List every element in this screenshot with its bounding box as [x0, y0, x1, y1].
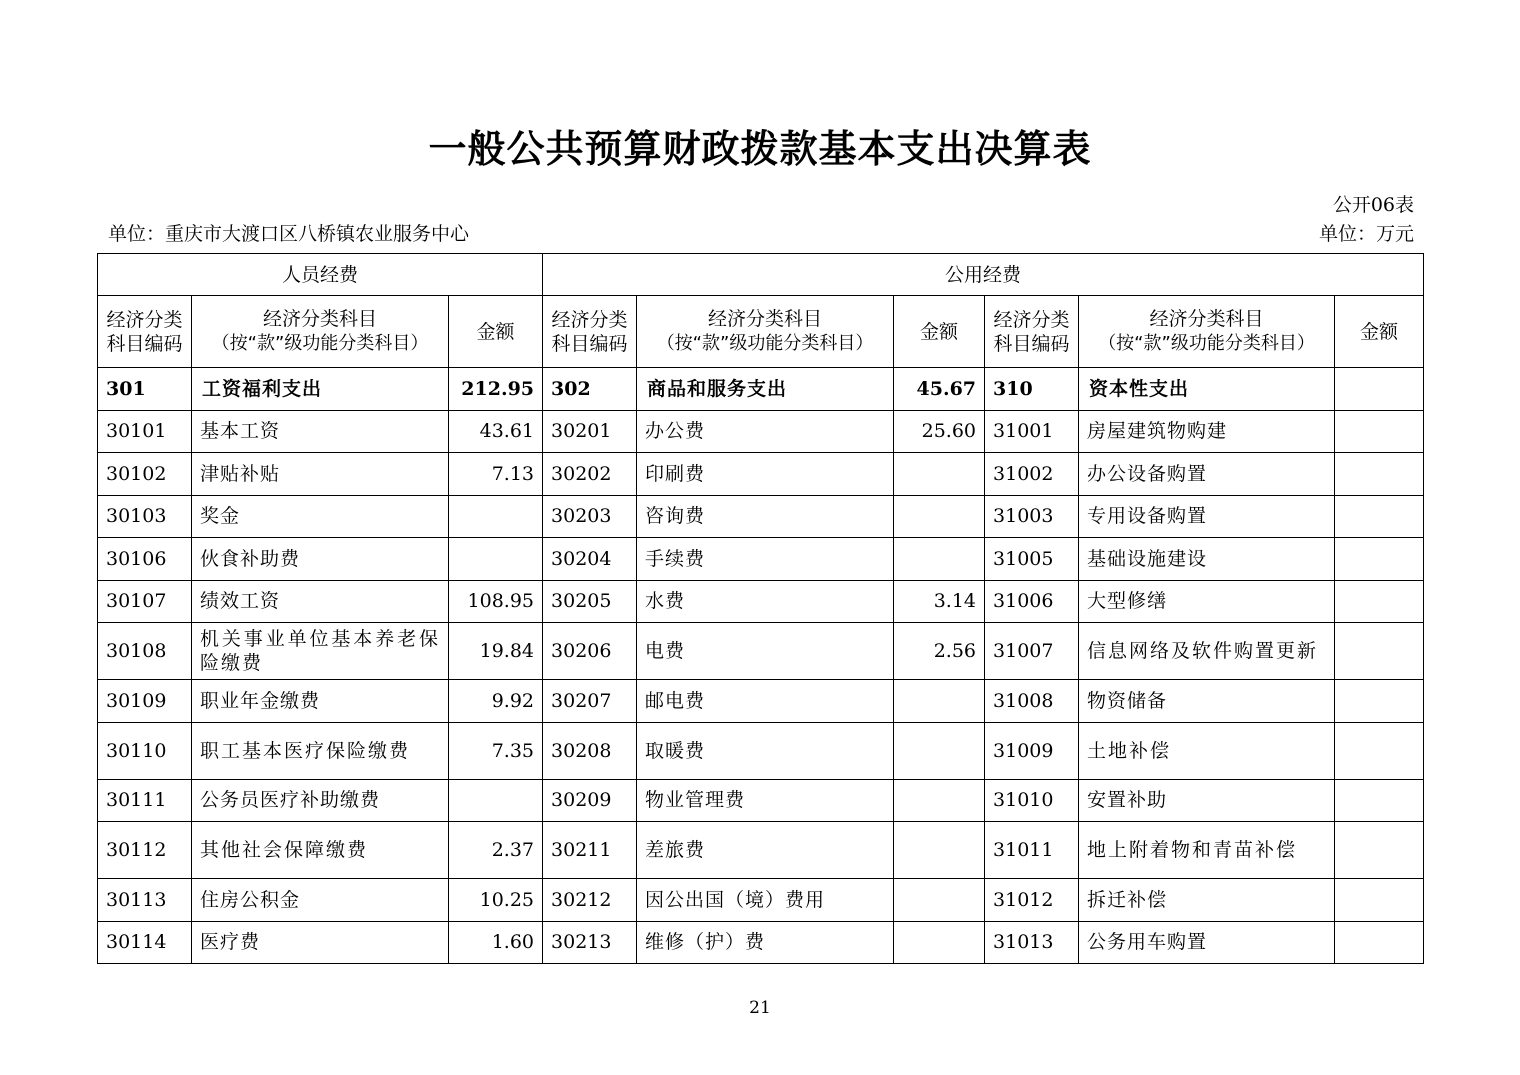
item-name: 邮电费 [637, 680, 894, 723]
code: 31010 [985, 779, 1079, 822]
code: 30112 [98, 822, 192, 879]
code: 30208 [543, 722, 637, 779]
code: 30103 [98, 495, 192, 538]
table-row [98, 410, 1424, 453]
code: 30202 [543, 453, 637, 496]
group-public: 公用经费 [543, 254, 1424, 296]
code: 31001 [985, 410, 1079, 453]
item-name: 取暖费 [637, 722, 894, 779]
item-name: 土地补偿 [1079, 722, 1335, 779]
header-code: 经济分类 科目编码 [985, 296, 1079, 368]
item-name: 办公设备购置 [1079, 453, 1335, 496]
code: 30212 [543, 879, 637, 922]
table-number: 公开06表 [1332, 194, 1414, 216]
amount [1335, 623, 1424, 680]
table-row [98, 921, 1424, 964]
code: 30209 [543, 779, 637, 822]
amount: 1.60 [449, 921, 543, 964]
amount [449, 495, 543, 538]
item-name: 水费 [637, 580, 894, 623]
code: 30203 [543, 495, 637, 538]
item-name: 地上附着物和青苗补偿 [1079, 822, 1335, 879]
header-amount: 金额 [449, 296, 543, 368]
amount: 10.25 [449, 879, 543, 922]
amount: 2.56 [894, 623, 985, 680]
column-header-row [98, 296, 1424, 368]
reporting-unit: 单位：重庆市大渡口区八桥镇农业服务中心 [108, 223, 470, 245]
amount [1335, 495, 1424, 538]
summary-name: 资本性支出 [1079, 368, 1335, 411]
summary-amount [1335, 368, 1424, 411]
item-name: 职业年金缴费 [192, 680, 449, 723]
item-name: 手续费 [637, 538, 894, 581]
table-row [98, 453, 1424, 496]
amount [1335, 538, 1424, 581]
amount [894, 495, 985, 538]
amount [894, 680, 985, 723]
amount [1335, 410, 1424, 453]
amount [1335, 779, 1424, 822]
amount [894, 453, 985, 496]
code: 31005 [985, 538, 1079, 581]
page-number: 21 [749, 998, 771, 1018]
item-name: 房屋建筑物购建 [1079, 410, 1335, 453]
amount: 9.92 [449, 680, 543, 723]
amount: 19.84 [449, 623, 543, 680]
item-name: 安置补助 [1079, 779, 1335, 822]
amount: 43.61 [449, 410, 543, 453]
code: 30109 [98, 680, 192, 723]
code: 30204 [543, 538, 637, 581]
header-name: 经济分类科目 （按“款”级功能分类科目） [1079, 296, 1335, 368]
code: 30101 [98, 410, 192, 453]
code: 30110 [98, 722, 192, 779]
code: 30107 [98, 580, 192, 623]
amount [894, 921, 985, 964]
amount [1335, 580, 1424, 623]
amount [1335, 921, 1424, 964]
amount [1335, 822, 1424, 879]
summary-code: 301 [98, 368, 192, 411]
code: 30211 [543, 822, 637, 879]
code: 30207 [543, 680, 637, 723]
amount [894, 538, 985, 581]
header-amount: 金额 [894, 296, 985, 368]
item-name: 住房公积金 [192, 879, 449, 922]
code: 30111 [98, 779, 192, 822]
code: 30213 [543, 921, 637, 964]
item-name: 专用设备购置 [1079, 495, 1335, 538]
summary-code: 302 [543, 368, 637, 411]
item-name: 大型修缮 [1079, 580, 1335, 623]
summary-amount: 212.95 [449, 368, 543, 411]
item-name: 物业管理费 [637, 779, 894, 822]
amount: 7.35 [449, 722, 543, 779]
summary-name: 商品和服务支出 [637, 368, 894, 411]
code: 30205 [543, 580, 637, 623]
item-name: 津贴补贴 [192, 453, 449, 496]
summary-name: 工资福利支出 [192, 368, 449, 411]
amount [449, 538, 543, 581]
table-row [98, 722, 1424, 779]
item-name: 因公出国（境）费用 [637, 879, 894, 922]
item-name: 维修（护）费 [637, 921, 894, 964]
table-row [98, 680, 1424, 723]
amount [894, 879, 985, 922]
table-row [98, 879, 1424, 922]
table-row [98, 580, 1424, 623]
amount [1335, 680, 1424, 723]
code: 30108 [98, 623, 192, 680]
code: 31012 [985, 879, 1079, 922]
item-name: 其他社会保障缴费 [192, 822, 449, 879]
group-personnel: 人员经费 [98, 254, 543, 296]
table-row [98, 538, 1424, 581]
code: 31011 [985, 822, 1079, 879]
amount: 108.95 [449, 580, 543, 623]
item-name: 差旅费 [637, 822, 894, 879]
item-name: 公务用车购置 [1079, 921, 1335, 964]
code: 31008 [985, 680, 1079, 723]
amount: 7.13 [449, 453, 543, 496]
item-name: 伙食补助费 [192, 538, 449, 581]
item-name: 基本工资 [192, 410, 449, 453]
header-name: 经济分类科目 （按“款”级功能分类科目） [637, 296, 894, 368]
amount [894, 779, 985, 822]
code: 31013 [985, 921, 1079, 964]
item-name: 电费 [637, 623, 894, 680]
summary-amount: 45.67 [894, 368, 985, 411]
header-code: 经济分类 科目编码 [543, 296, 637, 368]
amount: 2.37 [449, 822, 543, 879]
summary-row [98, 368, 1424, 411]
table-row [98, 779, 1424, 822]
code: 30206 [543, 623, 637, 680]
code: 30114 [98, 921, 192, 964]
code: 31009 [985, 722, 1079, 779]
code: 30113 [98, 879, 192, 922]
code: 31006 [985, 580, 1079, 623]
item-name: 印刷费 [637, 453, 894, 496]
table-row [98, 495, 1424, 538]
item-name: 职工基本医疗保险缴费 [192, 722, 449, 779]
item-name: 奖金 [192, 495, 449, 538]
table-row [98, 623, 1424, 680]
table-row [98, 822, 1424, 879]
item-name: 办公费 [637, 410, 894, 453]
header-code: 经济分类 科目编码 [98, 296, 192, 368]
amount [894, 822, 985, 879]
header-name: 经济分类科目 （按“款”级功能分类科目） [192, 296, 449, 368]
page-title: 一般公共预算财政拨款基本支出决算表 [428, 127, 1092, 171]
item-name: 机关事业单位基本养老保险缴费 [192, 623, 449, 680]
item-name: 基础设施建设 [1079, 538, 1335, 581]
amount: 3.14 [894, 580, 985, 623]
summary-code: 310 [985, 368, 1079, 411]
amount [1335, 722, 1424, 779]
item-name: 绩效工资 [192, 580, 449, 623]
amount [1335, 879, 1424, 922]
header-amount: 金额 [1335, 296, 1424, 368]
code: 30106 [98, 538, 192, 581]
amount [449, 779, 543, 822]
item-name: 物资储备 [1079, 680, 1335, 723]
item-name: 拆迁补偿 [1079, 879, 1335, 922]
currency-unit: 单位：万元 [1318, 223, 1414, 245]
amount [1335, 453, 1424, 496]
code: 31003 [985, 495, 1079, 538]
group-header-row [98, 254, 1424, 296]
expenditure-table [97, 253, 1424, 964]
code: 30201 [543, 410, 637, 453]
code: 31007 [985, 623, 1079, 680]
code: 31002 [985, 453, 1079, 496]
item-name: 咨询费 [637, 495, 894, 538]
item-name: 信息网络及软件购置更新 [1079, 623, 1335, 680]
code: 30102 [98, 453, 192, 496]
item-name: 医疗费 [192, 921, 449, 964]
amount [894, 722, 985, 779]
amount: 25.60 [894, 410, 985, 453]
item-name: 公务员医疗补助缴费 [192, 779, 449, 822]
